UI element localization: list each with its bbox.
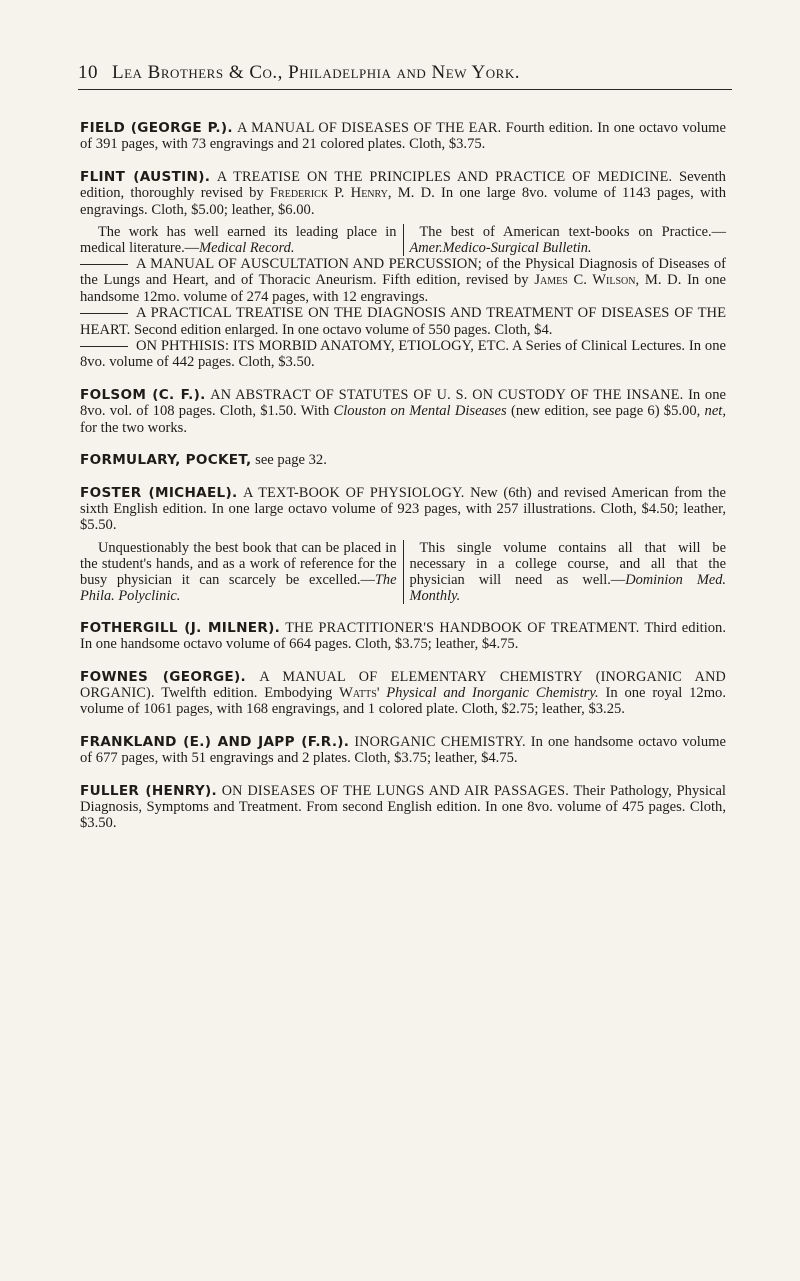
entry-title: A PRACTICAL TREATISE ON THE DIAGNOSIS AND TREATMENT OF DISEASES OF THE HEART. bbox=[80, 305, 726, 338]
entry-author: FOTHERGILL (J. MILNER). bbox=[80, 619, 281, 636]
page-header bbox=[78, 62, 732, 90]
entry-folsom bbox=[80, 387, 726, 436]
entry-title: ON PHTHISIS: ITS MORBID ANATOMY, ETIOLOGY, ETC. bbox=[136, 338, 509, 355]
entry-details: (new edition, see page 6) $5.00, bbox=[510, 403, 701, 420]
entry-editor: James C. Wilson, M. D. bbox=[534, 272, 682, 289]
entry-title: A TEXT-BOOK OF PHYSIOLOGY. bbox=[243, 484, 465, 501]
ditto-rule bbox=[80, 264, 128, 265]
entry-title: AN ABSTRACT OF STATUTES OF U. S. ON CUSTODY OF THE INSANE. bbox=[210, 386, 684, 403]
entry-net: net, bbox=[704, 403, 726, 420]
review-quotes bbox=[80, 540, 726, 604]
entry-details: In one 8vo. vol. of 108 pages. Cloth, $1.50. With bbox=[80, 386, 726, 420]
entry-flint bbox=[80, 169, 726, 218]
entry-title: INORGANIC CHEMISTRY. bbox=[354, 733, 526, 750]
ditto-rule bbox=[80, 313, 128, 314]
review-quotes bbox=[80, 224, 726, 256]
entry-foster bbox=[80, 485, 726, 534]
entry-related-title: Clouston on Mental Diseases bbox=[333, 403, 507, 420]
quote-text: This single volume contains all that will be necessary in a college course, and all that the physician will need as well.— bbox=[409, 539, 726, 588]
entry-title: THE PRACTITIONER'S HANDBOOK OF TREATMENT. bbox=[285, 619, 640, 636]
entry-details: Third edition. In one handsome octavo volume of 664 pages. Cloth, $3.75; leather, $4.75. bbox=[80, 619, 726, 653]
entry-flint-phthisis bbox=[80, 338, 726, 371]
entry-fuller bbox=[80, 783, 726, 832]
entry-author: FRANKLAND (E.) AND JAPP (F.R.). bbox=[80, 733, 350, 750]
entry-details: A Series of Clinical Lectures. In one 8vo. volume of 442 pages. Cloth, $3.50. bbox=[80, 338, 727, 371]
quote-text: The best of American text-books on Practice.— bbox=[419, 224, 726, 241]
quote-text: Unquestionably the best book that can be placed in the student's hands, and as a work of reference for the busy physician it can scarcely be excelled.— bbox=[80, 539, 397, 588]
entry-details: In one handsome 12mo. volume of 274 pages, with 12 engravings. bbox=[80, 272, 726, 305]
entry-editor: Watts' bbox=[339, 684, 380, 701]
review-quote-left bbox=[80, 224, 403, 256]
entry-title: A MANUAL OF DISEASES OF THE EAR. bbox=[237, 120, 502, 136]
entry-author: FIELD (GEORGE P.). bbox=[80, 120, 233, 136]
entry-details: Seventh edition, thoroughly revised by bbox=[80, 168, 726, 202]
entry-title: A MANUAL OF ELEMENTARY CHEMISTRY (INORGANIC AND ORGANIC). bbox=[80, 668, 727, 701]
entry-author: FOLSOM (C. F.). bbox=[80, 386, 206, 403]
entry-details: New (6th) and revised American from the sixth English edition. In one large octavo volume of 923 pages, with 257 illustrations. Cloth, $4.50; leather, $5.50. bbox=[80, 484, 726, 534]
entry-details: Second edition enlarged. In one octavo volume of 550 pages. Cloth, $4. bbox=[134, 321, 553, 338]
entry-author: FOSTER (MICHAEL). bbox=[80, 484, 238, 501]
running-head: Lea Brothers & Co., Philadelphia and New York. bbox=[112, 62, 520, 83]
quote-source: Amer.Medico-Surgical Bulletin. bbox=[409, 240, 592, 257]
entry-author: FORMULARY, POCKET, bbox=[80, 452, 252, 469]
entry-title: ON DISEASES OF THE LUNGS AND AIR PASSAGES. bbox=[221, 782, 570, 799]
ditto-rule bbox=[80, 346, 128, 347]
entry-details: see page 32. bbox=[255, 452, 327, 469]
entry-related-title: Physical and Inorganic Chemistry. bbox=[386, 684, 599, 701]
entry-author: FLINT (AUSTIN). bbox=[80, 168, 211, 185]
entry-details: Fourth edition. In one octavo volume of 391 pages, with 73 engravings and 21 colored plates. Cloth, $3.75. bbox=[80, 120, 726, 153]
review-quote-right bbox=[403, 540, 727, 604]
entry-title: A MANUAL OF AUSCULTATION AND PERCUSSION; bbox=[136, 256, 482, 273]
entry-details: In one handsome octavo volume of 677 pages, with 51 engravings and 2 plates. Cloth, $3.75; leather, $4.75. bbox=[80, 733, 726, 767]
entry-author: FOWNES (GEORGE). bbox=[80, 668, 246, 685]
quote-source: The Phila. Polyclinic. bbox=[80, 571, 397, 604]
catalog-entries bbox=[80, 120, 726, 848]
entry-details: Twelfth edition. Embodying bbox=[161, 684, 333, 701]
entry-details: In one royal 12mo. volume of 1061 pages, with 168 engravings, and 1 colored plate. Cloth, $2.75; leather, $3.25. bbox=[80, 684, 726, 718]
entry-details: Their Pathology, Physical Diagnosis, Symptoms and Treatment. From second English edition. In one 8vo. volume of 475 pages. Cloth, $3.50. bbox=[80, 782, 726, 832]
entry-frankland bbox=[80, 734, 726, 767]
entry-details: In one large 8vo. volume of 1143 pages, with engravings. Cloth, $5.00; leather, $6.00. bbox=[80, 185, 726, 218]
entry-field bbox=[80, 120, 726, 153]
entry-editor: Frederick P. Henry, M. D. bbox=[269, 185, 435, 202]
entry-details: of the Physical Diagnosis of Diseases of the Lungs and Heart, and of Thoracic Aneurism. Fifth edition, revised by bbox=[80, 256, 726, 289]
quote-source: Dominion Med. Monthly. bbox=[409, 571, 726, 604]
review-quote-right bbox=[403, 224, 727, 256]
entry-flint-auscultation bbox=[80, 256, 726, 305]
entry-details: for the two works. bbox=[80, 419, 188, 436]
quote-source: Medical Record. bbox=[199, 240, 295, 257]
entry-author: FULLER (HENRY). bbox=[80, 782, 217, 799]
entry-fownes bbox=[80, 669, 726, 718]
entry-title: A TREATISE ON THE PRINCIPLES AND PRACTICE OF MEDICINE. bbox=[216, 168, 673, 185]
quote-text: The work has well earned its leading place in medical literature.— bbox=[80, 224, 397, 257]
page-number: 10 bbox=[78, 62, 98, 83]
entry-flint-heart bbox=[80, 305, 726, 338]
review-quote-left bbox=[80, 540, 403, 604]
entry-formulary bbox=[80, 452, 726, 468]
entry-fothergill bbox=[80, 620, 726, 653]
